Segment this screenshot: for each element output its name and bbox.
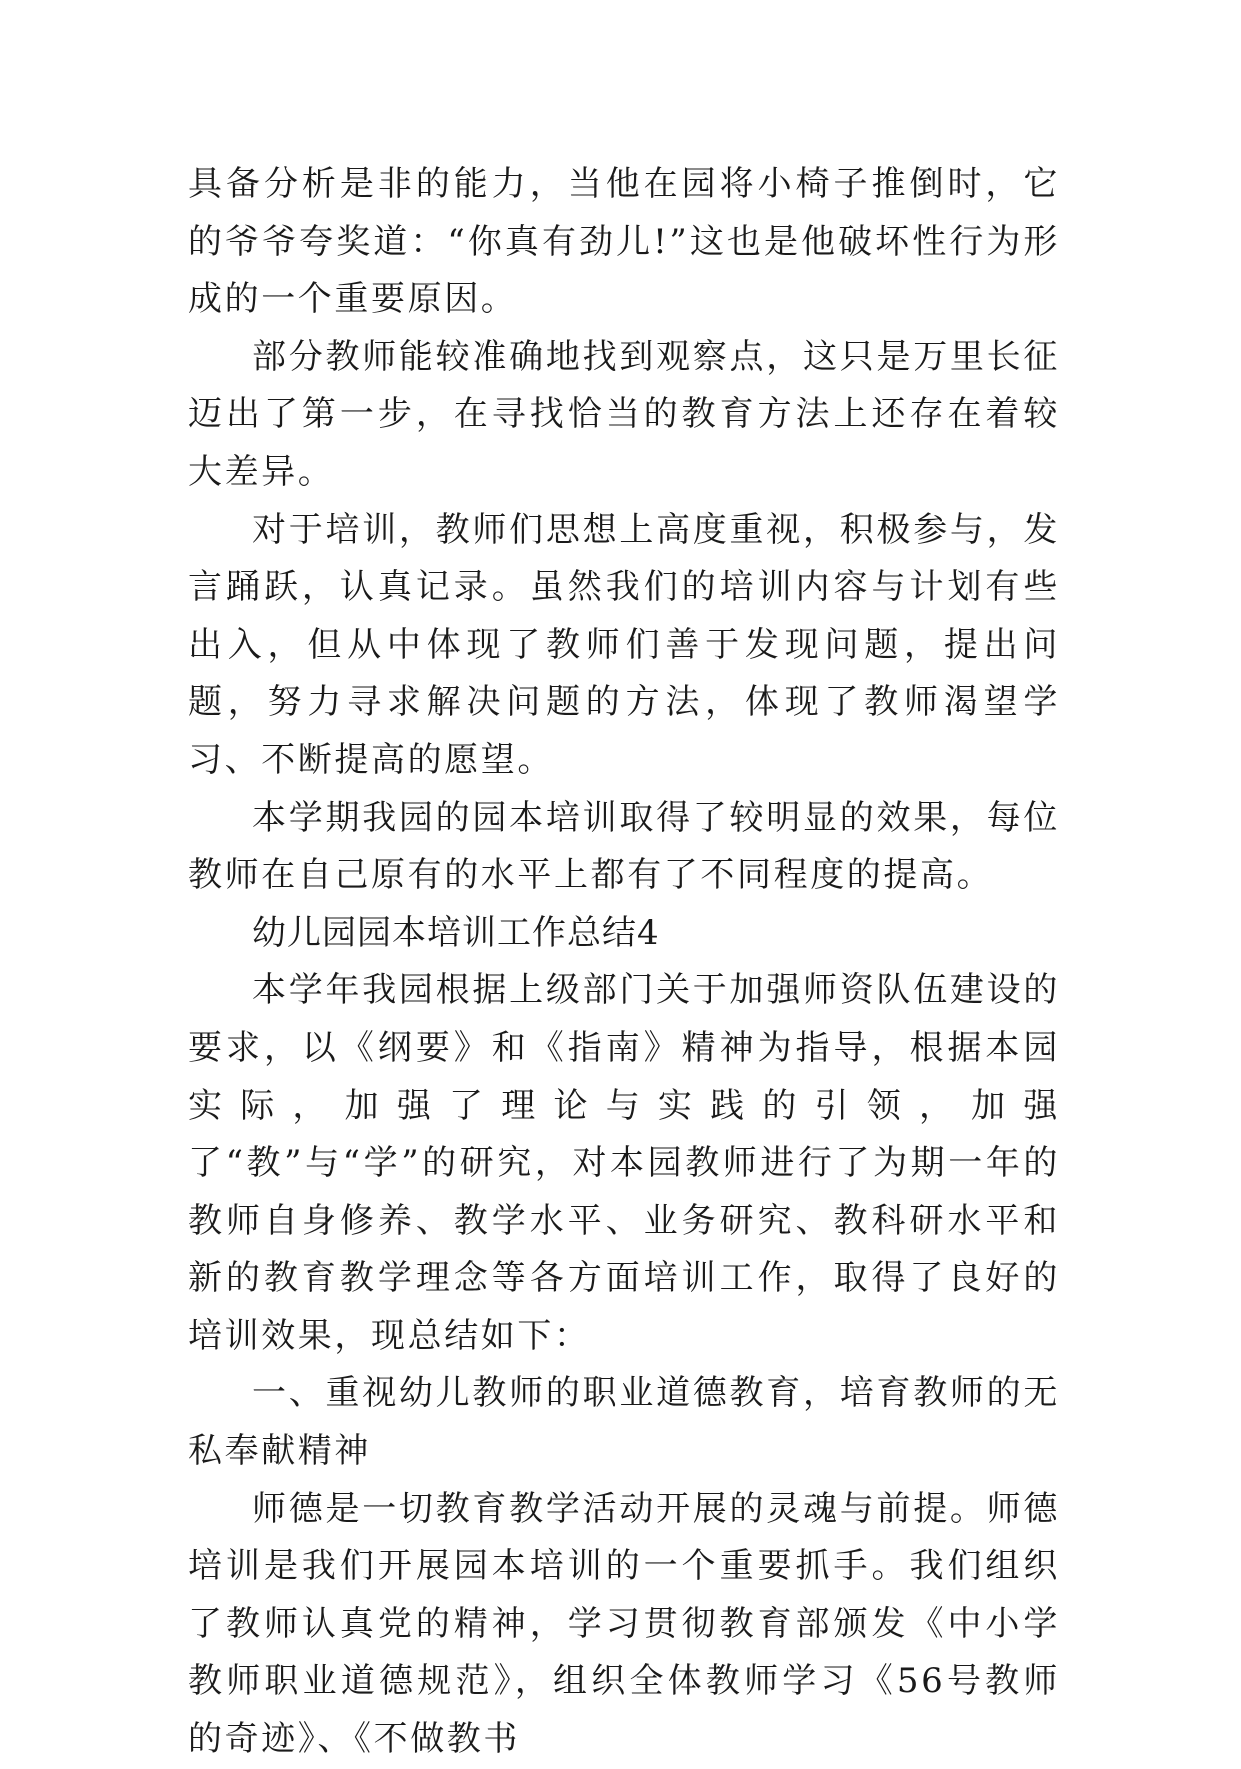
paragraph-continued: 具备分析是非的能力，当他在园将小椅子推倒时，它的爷爷夸奖道：“你真有劲儿!”这也是他破坏性行为形成的一个重要原因。: [188, 164, 1060, 320]
section-heading-summary-4: 幼儿园园本培训工作总结4: [252, 912, 660, 953]
document-body: [188, 156, 1060, 1769]
subheading-ethics-education: 一、重视幼儿教师的职业道德教育，培育教师的无私奉献精神: [188, 1373, 1060, 1472]
paragraph-teacher-ethics: 师德是一切教育教学活动开展的灵魂与前提。师德培训是我们开展园本培训的一个重要抓手。我们组织了教师认真党的精神，学习贯彻教育部颁发《中小学教师职业道德规范》，组织全体教师学习《56号教师的奇迹》、《不做教书: [188, 1488, 1060, 1760]
paragraph-observation-point: 部分教师能较准确地找到观察点，这只是万里长征迈出了第一步，在寻找恰当的教育方法上还存在着较大差异。: [188, 336, 1060, 492]
paragraph-semester-result: 本学期我园的园本培训取得了较明显的效果，每位教师在自己原有的水平上都有了不同程度的提高。: [188, 797, 1060, 896]
paragraph-summary-intro: 本学年我园根据上级部门关于加强师资队伍建设的要求，以《纲要》和《指南》精神为指导，根据本园实际，加强了理论与实践的引领，加强了“教”与“学”的研究，对本园教师进行了为期一年的教师自身修养、教学水平、业务研究、教科研水平和新的教育教学理念等各方面培训工作，取得了良好的培训效果，现总结如下：: [188, 970, 1060, 1356]
paragraph-training-attitude: 对于培训，教师们思想上高度重视，积极参与，发言踊跃，认真记录。虽然我们的培训内容与计划有些出入，但从中体现了教师们善于发现问题，提出问题，努力寻求解决问题的方法，体现了教师渴望学习、不断提高的愿望。: [188, 509, 1060, 780]
